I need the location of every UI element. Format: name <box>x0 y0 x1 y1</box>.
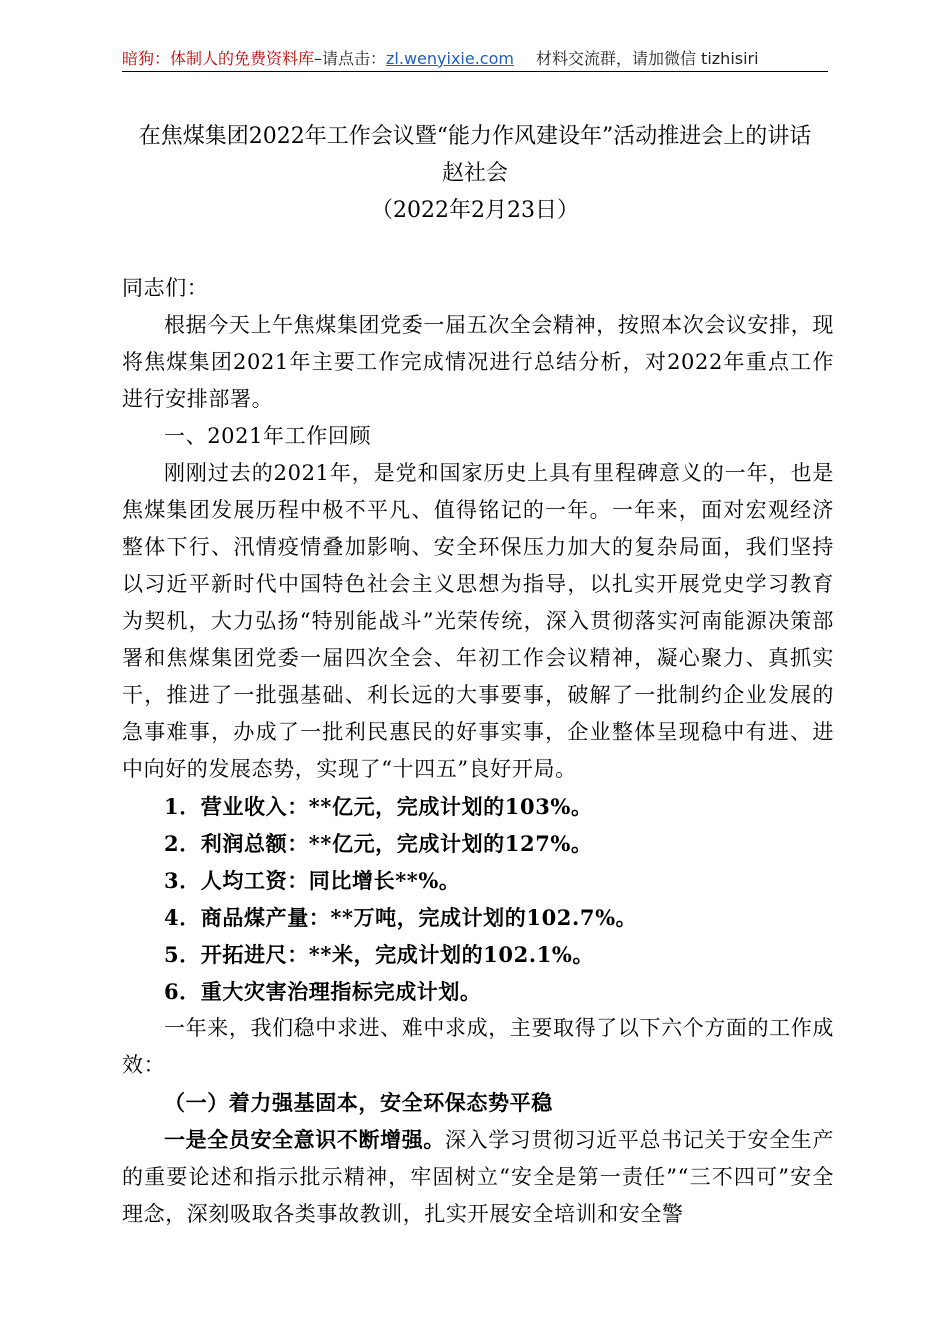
title-block <box>100 118 850 229</box>
point-paragraph <box>122 1121 834 1233</box>
document-title: 在焦煤集团2022年工作会议暨“能力作风建设年”活动推进会上的讲话 <box>138 124 812 149</box>
page-header <box>122 46 822 72</box>
salutation: 同志们： <box>122 276 209 300</box>
speech-date: （2022年2月23日） <box>371 198 579 223</box>
review-paragraph: 刚刚过去的2021年，是党和国家历史上具有里程碑意义的一年，也是焦煤集团发展历程中极不平凡、值得铭记的一年。一年来，面对宏观经济整体下行、汛情疫情叠加影响、安全环保压力加大的复杂局面，我们坚持以习近平新时代中国特色社会主义思想为指导，以扎实开展党史学习教育为契机，大力弘扬“特别能战斗”光荣传统，深入贯彻落实河南能源决策部署和焦煤集团党委一届四次全会、年初工作会议精神，凝心聚力、真抓实干，推进了一批强基础、利长远的大事要事，破解了一批制约企业发展的急事难事，办成了一批利民惠民的好事实事，企业整体呈现稳中有进、进中向好的发展态势，实现了“十四五”良好开局。 <box>122 461 834 781</box>
header-link[interactable]: zl.wenyixie.com <box>386 49 514 68</box>
document-body <box>122 270 834 1233</box>
point-lead: 一是全员安全意识不断增强。 <box>164 1127 445 1152</box>
sub-heading: （一）着力强基固本，安全环保态势平稳 <box>164 1090 553 1115</box>
kpi-item: 5．开拓进尺：**米，完成计划的102.1%。 <box>164 942 595 967</box>
kpi-item: 4．商品煤产量：**万吨，完成计划的102.7%。 <box>164 905 638 930</box>
header-note: 材料交流群，请加微信 tizhisiri <box>535 49 759 68</box>
achievements-intro: 一年来，我们稳中求进、难中求成，主要取得了以下六个方面的工作成效： <box>122 1016 834 1077</box>
intro-paragraph: 根据今天上午焦煤集团党委一届五次全会精神，按照本次会议安排，现将焦煤集团2021年主要工作完成情况进行总结分析，对2022年重点工作进行安排部署。 <box>122 313 834 411</box>
speaker-name: 赵社会 <box>441 161 508 186</box>
header-prompt: –请点击： <box>314 49 387 68</box>
kpi-item: 3．人均工资：同比增长**%。 <box>164 868 461 893</box>
header-brand: 暗狗：体制人的免费资料库 <box>122 49 315 68</box>
kpi-item: 1．营业收入：**亿元，完成计划的103%。 <box>164 794 593 819</box>
header-divider <box>122 71 828 72</box>
kpi-item: 2．利润总额：**亿元，完成计划的127%。 <box>164 831 593 856</box>
section-heading: 一、2021年工作回顾 <box>164 424 372 448</box>
kpi-item: 6．重大灾害治理指标完成计划。 <box>164 979 482 1004</box>
point-text: 深入学习贯彻习近平总书记关于安全生产的重要论述和指示批示精神，牢固树立“安全是第一责任”“三不四可”安全理念，深刻吸取各类事故教训，扎实开展安全培训和安全警 <box>122 1128 834 1226</box>
